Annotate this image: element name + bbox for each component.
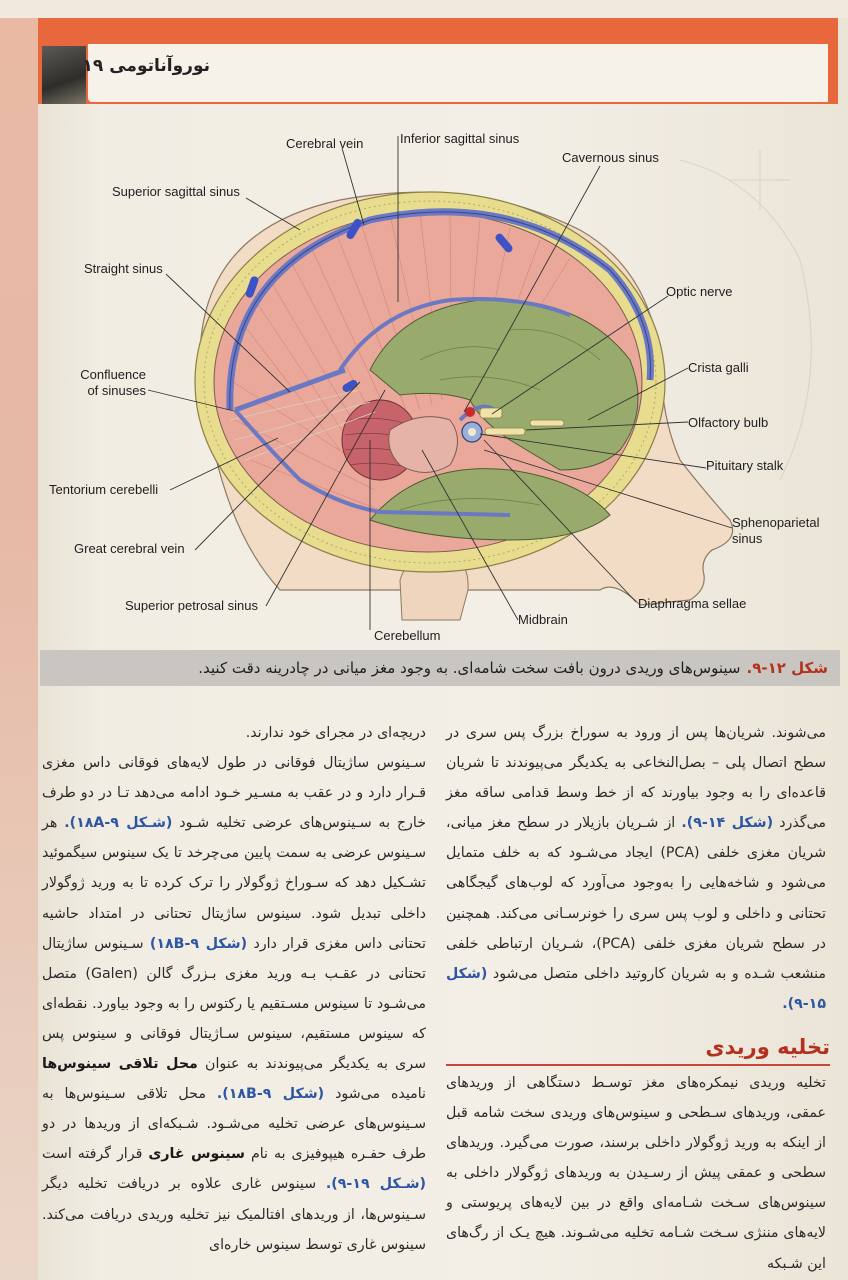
- midbrain-shape: [389, 417, 458, 473]
- left-text-3: هر سـینوس عرضی به سمت پایین می‌چرخد تا یک سینوس سیگموئید تشـکیل دهد که سـوراخ ژوگولار را ترک کرده تا به ورید ژوگولار داخلی تبدیل شود. سینوس ساژیتال تحتانی در امتداد حاشیه تحتانی داس مغزی قرار دارد: [42, 815, 426, 952]
- label-sphenoparietal-2: sinus: [732, 531, 763, 546]
- label-straight-sinus: Straight sinus: [84, 261, 163, 276]
- anatomy-figure: [40, 120, 840, 650]
- figure-caption: [40, 650, 840, 686]
- label-diaphragma-sellae: Diaphragma sellae: [638, 596, 747, 611]
- left-bold-1: محل تلاقی سینوس‌ها: [42, 1056, 198, 1073]
- left-paragraph: [42, 748, 426, 1260]
- left-text-4: سـینوس ساژیتال تحتانی در عقـب بـه ورید مغزی بـزرگ گالن (Galen) متصل می‌شـود تا سینوس مسـتقیم یا رکتوس را به وجود بیاورد. نقطه‌ای که سینوس مستقیم، سینوس سـاژیتال فوقانی و سینوس پس سری به یکدیگر می‌پیوندند به عنوان: [42, 935, 426, 1073]
- label-superior-sagittal-sinus: Superior sagittal sinus: [112, 184, 240, 199]
- section-title: تخلیه وریدی: [446, 1032, 830, 1066]
- header-title: نوروآناتومی: [109, 56, 210, 76]
- label-confluence-1: Confluence: [80, 367, 146, 382]
- label-inferior-sagittal-sinus: Inferior sagittal sinus: [400, 131, 520, 146]
- right-column-section: [446, 1068, 826, 1279]
- right-p1-text-a: می‌شوند. شریان‌ها پس از ورود به سوراخ بزرگ پس سری در سطح اتصال پلی – بصل‌النخاعی به یکدیگر می‌پیوندند تا شریان قاعده‌ای را به وجود بیاورند که از خط وسط قدامی ساقه مغز می‌گذرد: [446, 725, 826, 832]
- left-ref-4[interactable]: (شـکل ۱۹-۹).: [325, 1176, 427, 1193]
- left-text-7: قرار گرفته است: [42, 1146, 143, 1163]
- page-edge-band: [0, 0, 38, 1280]
- label-optic-nerve: Optic nerve: [666, 284, 733, 299]
- label-olfactory-bulb: Olfactory bulb: [688, 415, 769, 430]
- label-tentorium-cerebelli: Tentorium cerebelli: [49, 482, 159, 497]
- left-ref-1[interactable]: (شـکل ۱۸A-۹).: [64, 815, 173, 832]
- right-p1-ref-2[interactable]: (شکل ۱۵-۹).: [446, 965, 826, 1012]
- left-bold-2: سینوس غاری: [148, 1146, 245, 1163]
- right-p1-ref-1[interactable]: (شکل ۱۴-۹).: [681, 815, 774, 832]
- left-ref-2[interactable]: (شکل ۱۸B-۹): [149, 935, 248, 952]
- top-strip: [0, 0, 848, 18]
- label-superior-petrosal-sinus: Superior petrosal sinus: [125, 598, 258, 613]
- label-great-cerebral-vein: Great cerebral vein: [74, 541, 185, 556]
- label-midbrain: Midbrain: [518, 612, 568, 627]
- right-p1-text-b: از شـریان بازیلار در سطح مغز میانی، شریان مغزی خلفی (PCA) ایجاد می‌شـود که به خلف متمایل می‌شود و شاخه‌هایی را به‌وجود می‌آورد که لوب‌های گیجگاهی تحتانی و داخلی و لوب پس سری را خونرسـانی می‌کند. همچنین در سطح شریان مغزی خلفی (PCA)، شـریان ارتباطی خلفی منشعب شـده و به شریان کاروتید داخلی متصل می‌شود: [446, 815, 826, 982]
- left-text-2: سـینوس ساژیتال فوقانی در طول لایه‌های فوقانی داس مغزی قـرار دارد و در عقب به مسـیر خـود ادامه می‌دهد تـا در دو طرف خارج به سـینوس‌های عرضی تخلیه شـود: [42, 755, 427, 832]
- left-text-8: سینوس غاری علاوه بر دریافت تخلیه دیگر سـینوس‌ها، از وریدهای افتالمیک نیز تخلیه وریدی دریافت می‌کند. سینوس غاری توسط سینوس خاره‌ای: [42, 1176, 426, 1253]
- left-text-5: نامیده می‌شود: [335, 1086, 426, 1103]
- left-line-1: دریچه‌ای در مجرای خود ندارند.: [245, 725, 426, 741]
- right-paragraph-1: [446, 718, 826, 1019]
- caption-number: شکل ۱۲-۹.: [746, 659, 828, 677]
- label-crista-galli: Crista galli: [688, 360, 749, 375]
- label-cerebral-vein: Cerebral vein: [286, 136, 364, 151]
- left-text-6: محل تلاقی سـینوس‌ها به سـینوس‌های عرضی تخلیه می‌شـود. شـبکه‌ای از وریدها در دو طرف حفـره هیپوفیزی به نام: [42, 1086, 427, 1163]
- running-header: [71, 56, 220, 76]
- left-ref-3[interactable]: (شکل ۱۸B-۹).: [216, 1086, 325, 1103]
- label-sphenoparietal-1: Sphenoparietal: [732, 515, 820, 530]
- dural-sinus-illustration: [40, 120, 840, 650]
- label-cerebellum: Cerebellum: [374, 628, 441, 643]
- label-pituitary-stalk: Pituitary stalk: [706, 458, 784, 473]
- label-cavernous-sinus: Cavernous sinus: [562, 150, 659, 165]
- right-column: [446, 718, 826, 1019]
- left-column: [42, 718, 426, 1260]
- label-confluence-2: of sinuses: [87, 383, 146, 398]
- caption-text: سینوس‌های وریدی درون بافت سخت شامه‌ای. به وجود مغز میانی در چادرینه دقت کنید.: [198, 659, 741, 677]
- right-paragraph-2: تخلیه وریدی نیمکره‌های مغز توسـط دستگاهی از وریدهای عمقی، وریدهای سـطحی و سینوس‌های وریدی سخت شامه قبل از اینکه به ورید ژوگولار داخلی برسند، صورت می‌گیرد. وریدهای سطحی و عمقی پیش از رسـیدن به وریدهای ژوگولار داخلی به سینوس‌های سـخت شـامه‌ای واقع در بین لایه‌های پریوستی و لایه‌های مننژی سـخت شـامه تخلیه می‌شـوند. هیچ یـک از رگ‌های این شـبکه: [446, 1075, 826, 1272]
- page-number: ۱۹: [82, 56, 104, 76]
